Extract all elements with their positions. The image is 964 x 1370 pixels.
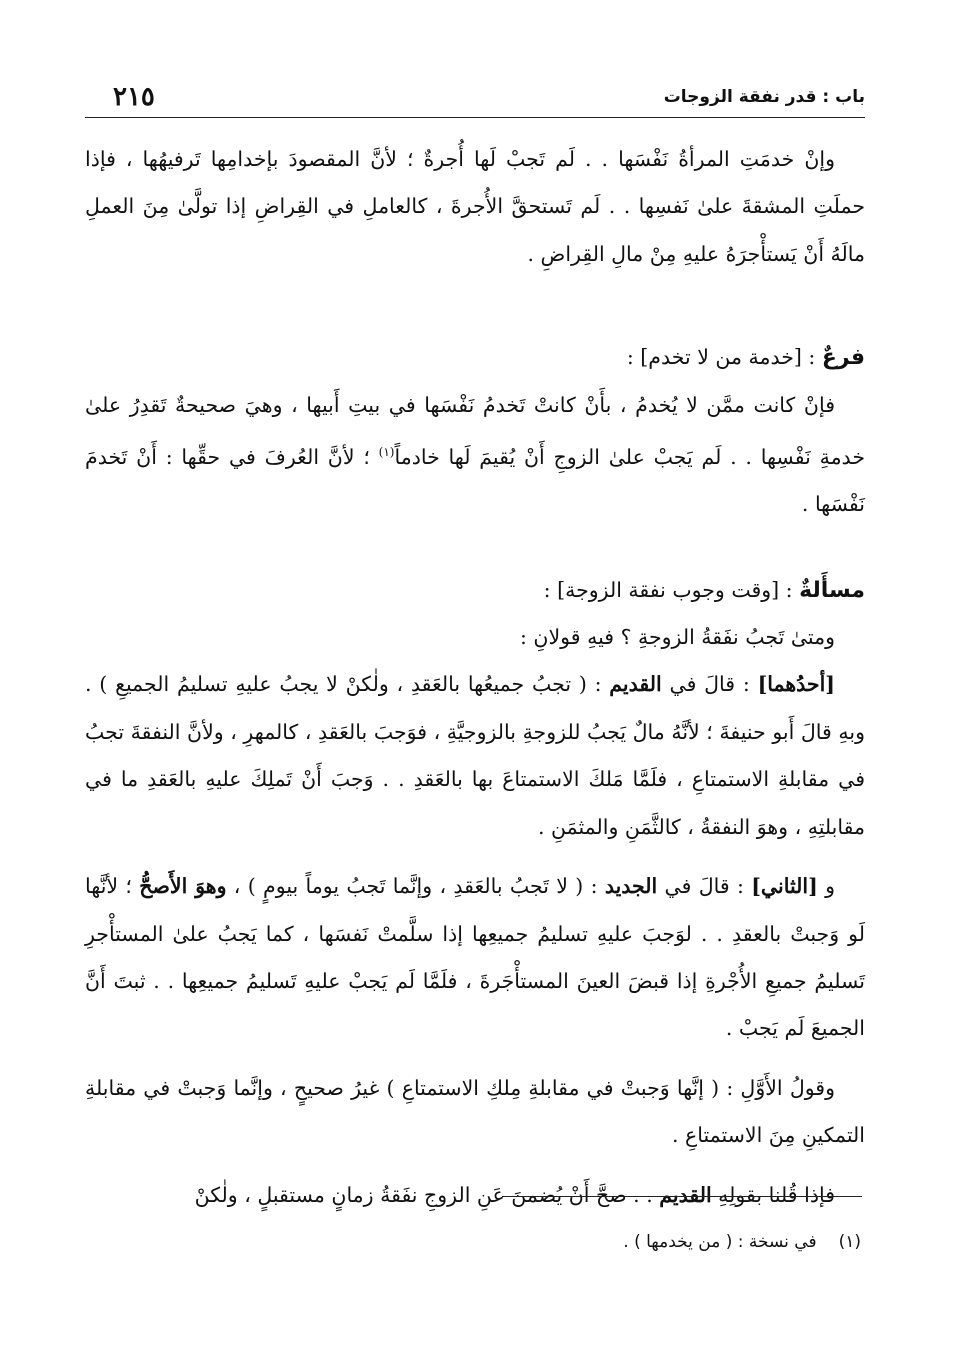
- asah-label: وهوَ الأَصحُّ: [139, 874, 227, 899]
- paragraph-text: و: [817, 874, 835, 899]
- paragraph: [85, 382, 865, 529]
- far-label: فرعٌ: [821, 345, 865, 371]
- chapter-title: باب : قدر نفقة الزوجات: [663, 87, 865, 107]
- paragraph-text: ؛ لأنَّ العُرفَ في حقِّها : أَنْ تَخدمَ نَفْسَها .: [85, 444, 865, 517]
- page-number: ٢١٥: [113, 82, 155, 112]
- paragraph: ومتىٰ تَجبُ نفَقةُ الزوجةِ ؟ فيهِ قولانِ :: [520, 625, 835, 650]
- paragraph-text: : ( لا تَجبُ بالعَقدِ ، وإنَّما تَجبُ يوماً بيومٍ ) ،: [226, 874, 605, 899]
- qadim-label-2: القديم: [659, 1182, 712, 1207]
- running-header: [85, 82, 865, 112]
- paragraph: [85, 661, 865, 851]
- jadid-label: الجديد: [604, 874, 658, 899]
- paragraph: وقولُ الأَوَّلِ : ( إنَّها وَجبتْ في مقابلةِ مِلكِ الاستمتاعِ ) غيرُ صحيحٍ ، وإنَّما وَجبتْ في مقابلةِ التمكينِ مِنَ الاستمتاعِ .: [85, 1075, 865, 1148]
- paragraph-text: : قالَ في: [657, 874, 752, 899]
- section-heading-masala: [85, 567, 865, 614]
- paragraph-text: . . صحَّ أَنْ يُضمنَ عَنِ الزوجِ نفَقةُ زمانٍ مستقبلٍ ، ولٰكنْ: [194, 1182, 660, 1207]
- section-heading-far: [85, 334, 865, 381]
- far-title: : [خدمة من لا تخدم] :: [626, 345, 816, 370]
- footnote-number: (١): [838, 1232, 861, 1252]
- masala-label: مسأَلةٌ: [799, 577, 865, 603]
- paragraph: وإنْ خدمَتِ المرأةُ نَفْسَها . . لَم تَجبْ لَها أُجرةٌ ؛ لأنَّ المقصودَ بإخدامِها تَرفيهُها ، فإذا حملَتِ المشقةَ علىٰ نَفسِها . . لَم تَستحقَّ الأُجرةَ ، كالعاملِ في القِراضِ إذا تولَّىٰ مِنَ العملِ مالَهُ أَنْ يَستأْجرَهُ عليهِ مِنْ مالِ القِراضِ .: [85, 147, 865, 266]
- masala-title: : [وقت وجوب نفقة الزوجة] :: [543, 577, 793, 602]
- footnote-text: في نسخة : ( من يخدمها ) .: [623, 1232, 817, 1252]
- footnote-reference: (١): [378, 445, 395, 460]
- header-rule: [85, 117, 865, 118]
- second-opinion-label: [الثاني]: [751, 874, 818, 899]
- paragraph-text: فإذا قُلنا بقولِهِ: [711, 1182, 835, 1207]
- qadim-label: القديم: [609, 672, 662, 697]
- footnote-rule: [502, 1196, 862, 1197]
- paragraph: [85, 863, 865, 1053]
- paragraph-text: فإنْ كانت ممَّن لا يُخدمُ ، بأَنْ كانتْ تَخدمُ نَفْسَها في بيتِ أَبيها ، وهيَ صحيحةٌ تَقدِرُ علىٰ خدمةِ نَفْسِها . . لَم يَجبْ علىٰ الزوجِ أَنْ يُقيمَ لَها خادماً: [85, 392, 865, 469]
- paragraph-text: : قالَ في: [661, 672, 758, 697]
- main-text: [85, 136, 865, 1219]
- first-opinion-label: [أحدُهما]: [757, 672, 835, 697]
- paragraph-text: : ( تجبُ جميعُها بالعَقدِ ، ولٰكنْ لا يجبُ عليهِ تسليمُ الجميعِ ) . وبهِ قالَ أَبو حنيفةَ ؛ لأنَّهُ مالٌ يَجبُ للزوجةِ بالزوجيَّةِ ، فوَجبَ بالعَقدِ ، كالمهرِ ، ولأنَّ النفقةَ تجبُ في مقابلةِ الاستمتاعِ ، فلَمَّا مَلكَ الاستمتاعَ بها بالعَقدِ . . وَجبَ أَنْ تَملِكَ عليهِ بالعَقدِ ما في مقابلتِهِ ، وهوَ النفقةُ ، كالثَّمَنِ والمثمَنِ .: [85, 672, 865, 839]
- paragraph-text: ؛ لأنَّها لَو وَجبتْ بالعقدِ . . لوَجبَ عليهِ تسليمُ جميعِها إذا سلَّمتْ نَفسَها ، كما يَجبُ علىٰ المستأْجرِ تَسليمُ جميعِ الأُجْرةِ إذا قبضَ العينَ المستأْجَرةَ ، فلَمَّا لَم يَجبْ عليهِ تَسليمُ جميعِها . . ثبتَ أَنَّ الجميعَ لَم يَجبْ .: [85, 874, 865, 1041]
- footnote: [623, 1232, 861, 1252]
